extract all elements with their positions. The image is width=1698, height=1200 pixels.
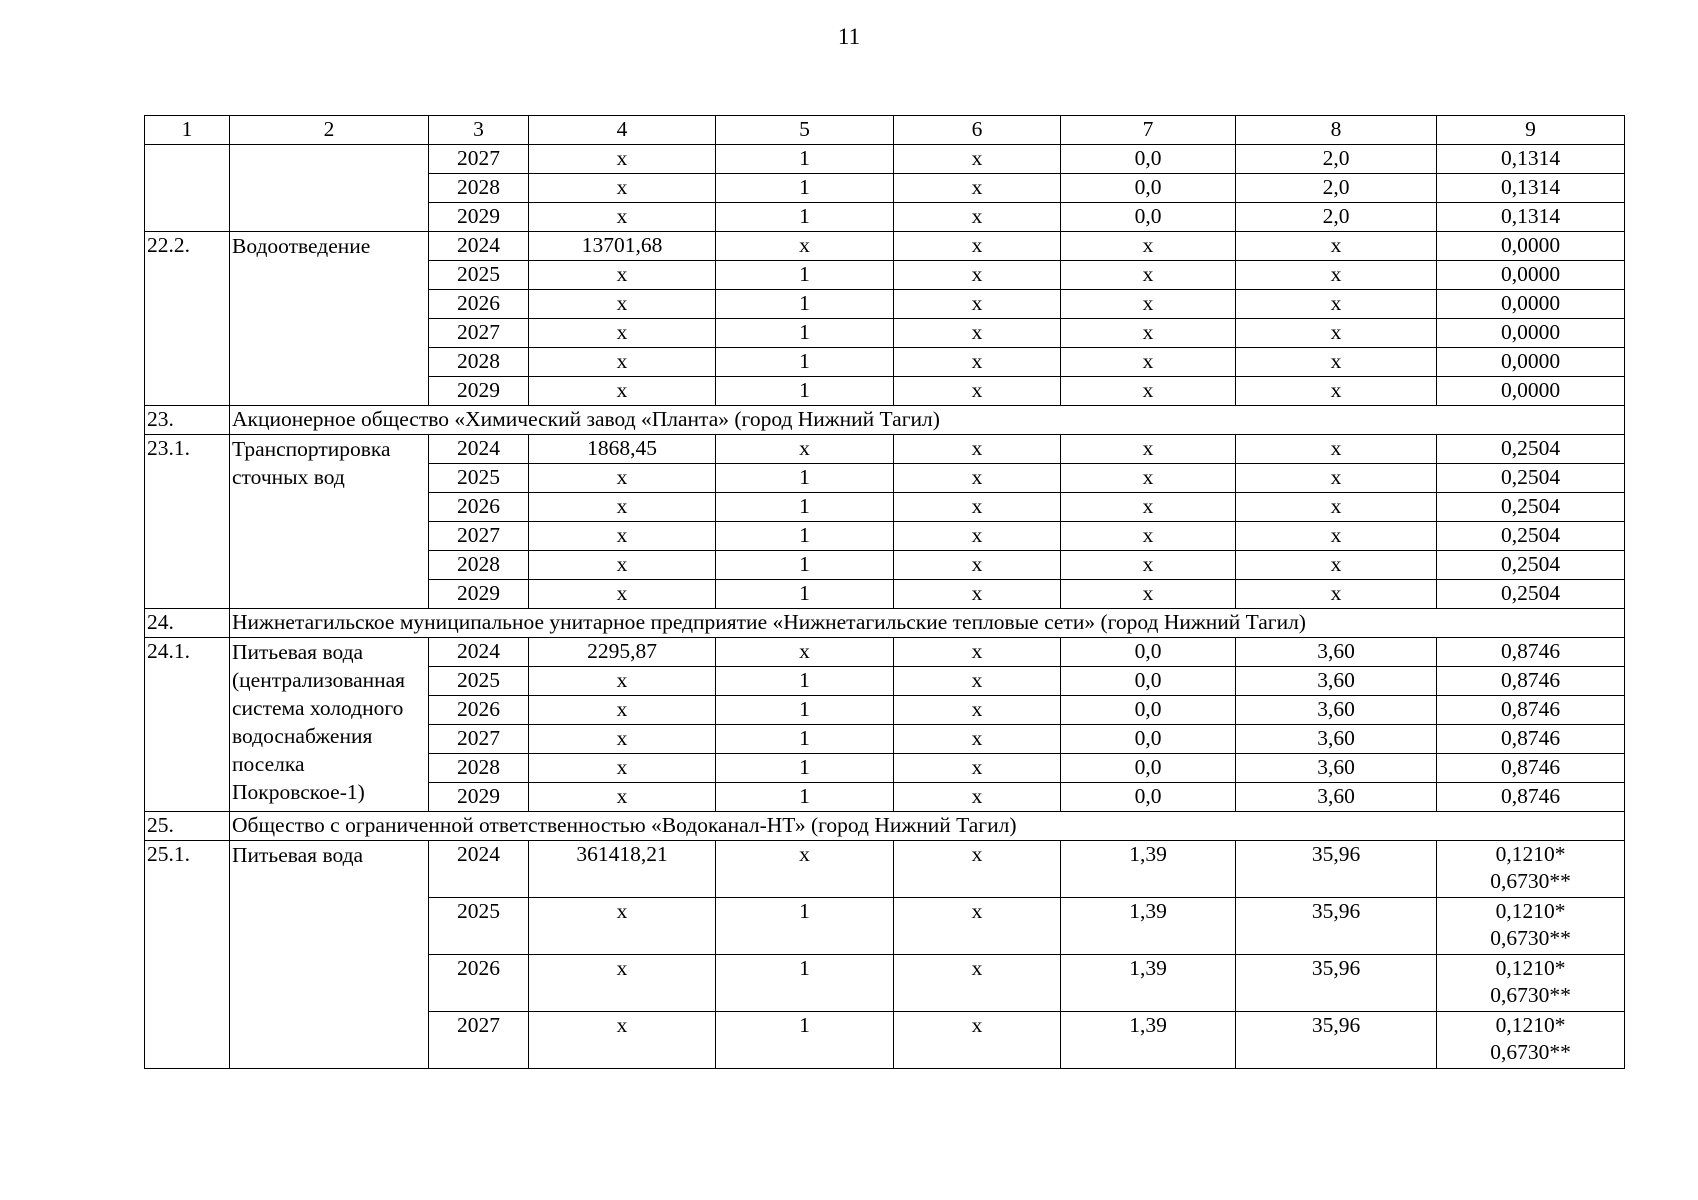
table-cell: 0,0000 bbox=[1437, 319, 1625, 348]
table-cell: х bbox=[894, 725, 1061, 754]
table-cell: х bbox=[529, 898, 716, 955]
table-cell-multiline bbox=[1437, 898, 1625, 955]
table-cell: х bbox=[529, 145, 716, 174]
table-cell: 361418,21 bbox=[529, 841, 716, 898]
table-cell: 0,0000 bbox=[1437, 377, 1625, 406]
table-row bbox=[145, 232, 1625, 261]
rate-line-2: 0,6730** bbox=[1490, 983, 1571, 1007]
table-cell: х bbox=[894, 145, 1061, 174]
table-cell: 1,39 bbox=[1061, 841, 1236, 898]
table-row bbox=[145, 638, 1625, 667]
header-cell: 2 bbox=[230, 116, 429, 145]
table-cell: х bbox=[894, 696, 1061, 725]
table-cell: х bbox=[529, 725, 716, 754]
table-cell: 1,39 bbox=[1061, 1012, 1236, 1069]
table-cell: 0,0000 bbox=[1437, 290, 1625, 319]
column-number-header-row bbox=[145, 116, 1625, 145]
table-cell: 1 bbox=[716, 174, 894, 203]
table-cell: х bbox=[1236, 435, 1437, 464]
table-cell: х bbox=[1061, 435, 1236, 464]
header-cell: 3 bbox=[429, 116, 529, 145]
table-cell: х bbox=[1236, 551, 1437, 580]
table-cell: 3,60 bbox=[1236, 754, 1437, 783]
table-cell: х bbox=[894, 898, 1061, 955]
table-cell: 2,0 bbox=[1236, 174, 1437, 203]
table-cell: х bbox=[1236, 348, 1437, 377]
table-cell: 0,8746 bbox=[1437, 667, 1625, 696]
table-cell: х bbox=[1061, 261, 1236, 290]
item-number-cell: 23. bbox=[145, 406, 230, 435]
year-cell: 2025 bbox=[429, 667, 529, 696]
year-cell: 2024 bbox=[429, 232, 529, 261]
table-cell: х bbox=[894, 319, 1061, 348]
rate-line-2: 0,6730** bbox=[1490, 1040, 1571, 1064]
table-cell: 0,0000 bbox=[1437, 232, 1625, 261]
table-cell: х bbox=[894, 522, 1061, 551]
year-cell: 2024 bbox=[429, 435, 529, 464]
organization-row bbox=[145, 609, 1625, 638]
table-cell: 0,1314 bbox=[1437, 174, 1625, 203]
table-cell: 1 bbox=[716, 955, 894, 1012]
year-cell: 2029 bbox=[429, 580, 529, 609]
table-cell: х bbox=[529, 290, 716, 319]
table-cell: 0,8746 bbox=[1437, 696, 1625, 725]
table-cell: х bbox=[894, 580, 1061, 609]
rate-line-1: 0,1210* bbox=[1495, 842, 1566, 866]
table-cell: 0,0000 bbox=[1437, 261, 1625, 290]
table-cell: 0,0 bbox=[1061, 667, 1236, 696]
year-cell: 2029 bbox=[429, 203, 529, 232]
table-cell: х bbox=[529, 377, 716, 406]
table-cell: х bbox=[529, 580, 716, 609]
table-cell: х bbox=[894, 551, 1061, 580]
item-number-cell: 24. bbox=[145, 609, 230, 638]
table-cell: 35,96 bbox=[1236, 841, 1437, 898]
year-cell: 2025 bbox=[429, 898, 529, 955]
table-cell: х bbox=[1236, 261, 1437, 290]
table-cell: х bbox=[529, 754, 716, 783]
table-cell: 1 bbox=[716, 348, 894, 377]
item-number-cell: 22.2. bbox=[145, 232, 230, 406]
table-cell: 3,60 bbox=[1236, 783, 1437, 812]
item-number-cell: 25. bbox=[145, 812, 230, 841]
table-cell: 13701,68 bbox=[529, 232, 716, 261]
table-cell: 0,0 bbox=[1061, 203, 1236, 232]
table-cell: х bbox=[529, 261, 716, 290]
year-cell: 2028 bbox=[429, 754, 529, 783]
table-row bbox=[145, 841, 1625, 898]
table-cell: х bbox=[894, 955, 1061, 1012]
table-cell: х bbox=[1061, 493, 1236, 522]
year-cell: 2028 bbox=[429, 551, 529, 580]
table-cell: 0,2504 bbox=[1437, 522, 1625, 551]
organization-name-cell: Нижнетагильское муниципальное унитарное предприятие «Нижнетагильские тепловые сети» (город Нижний Тагил) bbox=[230, 609, 1625, 638]
table-cell: 35,96 bbox=[1236, 1012, 1437, 1069]
header-cell: 5 bbox=[716, 116, 894, 145]
table-cell: х bbox=[894, 174, 1061, 203]
table-cell: 1 bbox=[716, 551, 894, 580]
table-cell: х bbox=[1236, 232, 1437, 261]
rate-line-2: 0,6730** bbox=[1490, 926, 1571, 950]
table-cell: 1 bbox=[716, 203, 894, 232]
table-cell: х bbox=[1236, 290, 1437, 319]
rate-line-2: 0,6730** bbox=[1490, 869, 1571, 893]
tariff-table bbox=[144, 115, 1625, 1069]
header-cell: 7 bbox=[1061, 116, 1236, 145]
year-cell: 2025 bbox=[429, 464, 529, 493]
table-cell: 35,96 bbox=[1236, 898, 1437, 955]
table-cell: х bbox=[1061, 580, 1236, 609]
header-cell: 1 bbox=[145, 116, 230, 145]
table-cell: 1 bbox=[716, 377, 894, 406]
table-cell: х bbox=[894, 638, 1061, 667]
table-cell: 1 bbox=[716, 898, 894, 955]
table-cell: 1 bbox=[716, 290, 894, 319]
table-cell-multiline bbox=[1437, 1012, 1625, 1069]
table-cell: 1 bbox=[716, 754, 894, 783]
service-name-cell: Транспортировка сточных вод bbox=[230, 435, 429, 609]
table-cell: х bbox=[1236, 319, 1437, 348]
organization-row bbox=[145, 406, 1625, 435]
year-cell: 2026 bbox=[429, 290, 529, 319]
table-cell: 1 bbox=[716, 261, 894, 290]
item-number-cell bbox=[145, 145, 230, 232]
table-cell: 0,0 bbox=[1061, 696, 1236, 725]
table-row bbox=[145, 145, 1625, 174]
table-cell: х bbox=[894, 493, 1061, 522]
table-cell: х bbox=[529, 1012, 716, 1069]
table-cell: х bbox=[894, 232, 1061, 261]
table-cell: х bbox=[894, 1012, 1061, 1069]
table-cell: 0,0 bbox=[1061, 174, 1236, 203]
table-cell: х bbox=[1061, 232, 1236, 261]
table-cell: 35,96 bbox=[1236, 955, 1437, 1012]
table-cell: х bbox=[529, 522, 716, 551]
table-cell: х bbox=[894, 464, 1061, 493]
table-cell: 2295,87 bbox=[529, 638, 716, 667]
table-cell: х bbox=[894, 754, 1061, 783]
item-number-cell: 23.1. bbox=[145, 435, 230, 609]
table-cell: 1,39 bbox=[1061, 898, 1236, 955]
table-cell: 1 bbox=[716, 493, 894, 522]
year-cell: 2027 bbox=[429, 522, 529, 551]
year-cell: 2027 bbox=[429, 145, 529, 174]
year-cell: 2024 bbox=[429, 841, 529, 898]
table-cell: 0,0 bbox=[1061, 638, 1236, 667]
table-cell: 1868,45 bbox=[529, 435, 716, 464]
table-cell: х bbox=[894, 203, 1061, 232]
table-cell: х bbox=[716, 435, 894, 464]
table-cell: 2,0 bbox=[1236, 145, 1437, 174]
table-cell: х bbox=[894, 435, 1061, 464]
table-cell: 3,60 bbox=[1236, 667, 1437, 696]
table-cell: х bbox=[529, 464, 716, 493]
table-cell: 1 bbox=[716, 145, 894, 174]
table-cell: 1 bbox=[716, 696, 894, 725]
table-cell: 1 bbox=[716, 783, 894, 812]
year-cell: 2029 bbox=[429, 377, 529, 406]
table-cell: х bbox=[1061, 377, 1236, 406]
table-cell: 1,39 bbox=[1061, 955, 1236, 1012]
table-cell: 0,2504 bbox=[1437, 435, 1625, 464]
table-cell: х bbox=[529, 667, 716, 696]
table-cell: х bbox=[894, 783, 1061, 812]
year-cell: 2026 bbox=[429, 696, 529, 725]
table-cell: х bbox=[529, 319, 716, 348]
rate-line-1: 0,1210* bbox=[1495, 1013, 1566, 1037]
item-number-cell: 25.1. bbox=[145, 841, 230, 1069]
table-cell: 0,2504 bbox=[1437, 580, 1625, 609]
organization-row bbox=[145, 812, 1625, 841]
table-cell: 1 bbox=[716, 464, 894, 493]
table-cell: 0,2504 bbox=[1437, 464, 1625, 493]
year-cell: 2028 bbox=[429, 174, 529, 203]
table-cell: 0,0 bbox=[1061, 725, 1236, 754]
table-cell: х bbox=[716, 638, 894, 667]
table-cell: 0,0000 bbox=[1437, 348, 1625, 377]
table-cell: х bbox=[1061, 290, 1236, 319]
table-cell: х bbox=[1061, 319, 1236, 348]
table-cell: 0,2504 bbox=[1437, 551, 1625, 580]
table-cell: х bbox=[894, 841, 1061, 898]
year-cell: 2026 bbox=[429, 955, 529, 1012]
table-cell: 3,60 bbox=[1236, 638, 1437, 667]
service-name-cell: Питьевая вода bbox=[230, 841, 429, 1069]
table-cell: х bbox=[1061, 551, 1236, 580]
table-cell: 2,0 bbox=[1236, 203, 1437, 232]
year-cell: 2027 bbox=[429, 1012, 529, 1069]
service-name-cell: Водоотведение bbox=[230, 232, 429, 406]
table-cell: х bbox=[1236, 377, 1437, 406]
header-cell: 8 bbox=[1236, 116, 1437, 145]
organization-name-cell: Акционерное общество «Химический завод «Планта» (город Нижний Тагил) bbox=[230, 406, 1625, 435]
table-cell: х bbox=[1061, 522, 1236, 551]
table-cell: 3,60 bbox=[1236, 696, 1437, 725]
table-cell: х bbox=[716, 232, 894, 261]
table-cell: х bbox=[529, 783, 716, 812]
table-cell: 3,60 bbox=[1236, 725, 1437, 754]
table-cell: х bbox=[529, 493, 716, 522]
table-row bbox=[145, 435, 1625, 464]
table-cell: х bbox=[894, 667, 1061, 696]
table-cell: 0,8746 bbox=[1437, 725, 1625, 754]
year-cell: 2025 bbox=[429, 261, 529, 290]
table-cell: 0,0 bbox=[1061, 145, 1236, 174]
table-cell: 1 bbox=[716, 580, 894, 609]
year-cell: 2028 bbox=[429, 348, 529, 377]
table-cell: 1 bbox=[716, 522, 894, 551]
table-cell: х bbox=[1236, 522, 1437, 551]
table-cell: 0,8746 bbox=[1437, 754, 1625, 783]
header-cell: 9 bbox=[1437, 116, 1625, 145]
table-cell: х bbox=[529, 696, 716, 725]
rate-line-1: 0,1210* bbox=[1495, 899, 1566, 923]
table-cell: х bbox=[529, 203, 716, 232]
year-cell: 2024 bbox=[429, 638, 529, 667]
table-cell: 1 bbox=[716, 667, 894, 696]
table-cell: х bbox=[894, 377, 1061, 406]
table-cell: 0,1314 bbox=[1437, 203, 1625, 232]
table-cell: х bbox=[529, 955, 716, 1012]
rate-line-1: 0,1210* bbox=[1495, 956, 1566, 980]
organization-name-cell: Общество с ограниченной ответственностью «Водоканал-НТ» (город Нижний Тагил) bbox=[230, 812, 1625, 841]
header-cell: 4 bbox=[529, 116, 716, 145]
table-cell: х bbox=[894, 261, 1061, 290]
table-cell: 0,0 bbox=[1061, 783, 1236, 812]
table-cell: х bbox=[529, 551, 716, 580]
table-cell: х bbox=[1236, 580, 1437, 609]
table-cell: 0,8746 bbox=[1437, 638, 1625, 667]
table-cell: х bbox=[1061, 464, 1236, 493]
table-cell: х bbox=[1236, 493, 1437, 522]
table-cell-multiline bbox=[1437, 955, 1625, 1012]
table-cell: 0,0 bbox=[1061, 754, 1236, 783]
table-cell: 1 bbox=[716, 725, 894, 754]
table-cell: 1 bbox=[716, 319, 894, 348]
header-cell: 6 bbox=[894, 116, 1061, 145]
table-cell: х bbox=[716, 841, 894, 898]
table-cell: х bbox=[529, 348, 716, 377]
year-cell: 2029 bbox=[429, 783, 529, 812]
year-cell: 2027 bbox=[429, 725, 529, 754]
year-cell: 2027 bbox=[429, 319, 529, 348]
page-number: 11 bbox=[837, 24, 861, 49]
table-cell: 1 bbox=[716, 1012, 894, 1069]
service-name-cell bbox=[230, 145, 429, 232]
table-cell: х bbox=[529, 174, 716, 203]
item-number-cell: 24.1. bbox=[145, 638, 230, 812]
year-cell: 2026 bbox=[429, 493, 529, 522]
table-cell: х bbox=[1061, 348, 1236, 377]
table-cell: 0,8746 bbox=[1437, 783, 1625, 812]
table-cell: х bbox=[1236, 464, 1437, 493]
table-cell-multiline bbox=[1437, 841, 1625, 898]
table-cell: х bbox=[894, 348, 1061, 377]
table-cell: х bbox=[894, 290, 1061, 319]
service-name-cell: Питьевая вода (централизованная система холодного водоснабжения поселка Покровское-1) bbox=[230, 638, 429, 812]
table-cell: 0,2504 bbox=[1437, 493, 1625, 522]
table-cell: 0,1314 bbox=[1437, 145, 1625, 174]
